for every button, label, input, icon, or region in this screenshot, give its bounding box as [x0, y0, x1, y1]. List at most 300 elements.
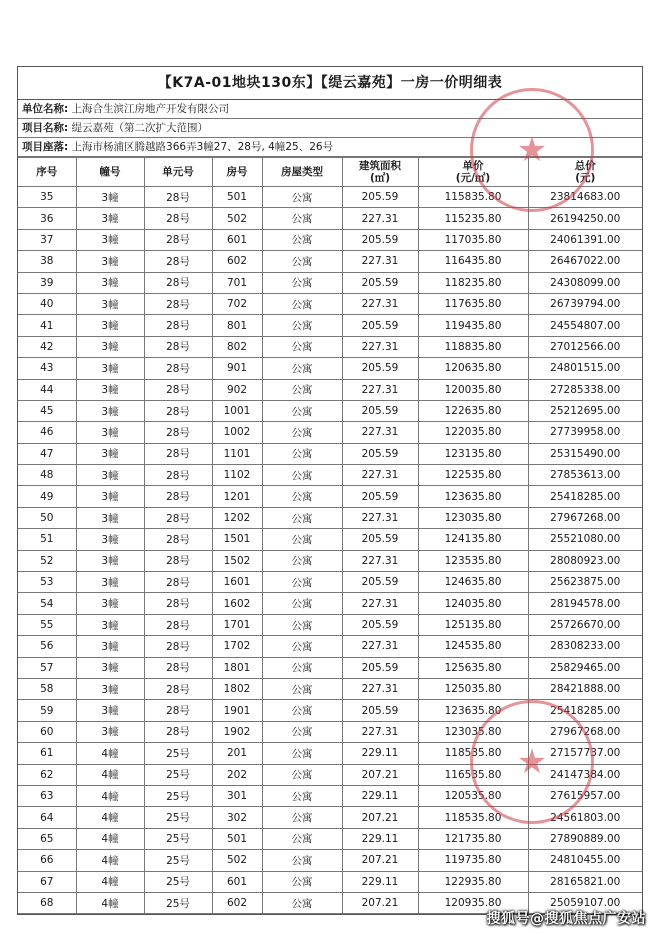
table-row	[18, 379, 642, 400]
table-cell: 46	[18, 422, 76, 443]
table-row	[18, 807, 642, 828]
table-row	[18, 336, 642, 357]
table-cell: 207.21	[342, 892, 418, 913]
table-cell: 24308099.00	[528, 272, 642, 293]
column-header	[418, 158, 528, 187]
table-cell: 28号	[144, 229, 212, 250]
table-row	[18, 208, 642, 229]
table-cell: 28号	[144, 251, 212, 272]
table-cell: 25号	[144, 743, 212, 764]
table-cell: 123135.80	[418, 443, 528, 464]
table-cell: 公寓	[262, 785, 342, 806]
table-cell: 120535.80	[418, 785, 528, 806]
table-cell: 28号	[144, 550, 212, 571]
table-cell: 26739794.00	[528, 293, 642, 314]
info-value: 上海合生滨江房地产开发有限公司	[71, 103, 230, 115]
table-cell: 28号	[144, 678, 212, 699]
table-cell: 39	[18, 272, 76, 293]
table-cell: 4幢	[76, 764, 144, 785]
table-cell: 42	[18, 336, 76, 357]
table-cell: 1601	[212, 572, 262, 593]
table-cell: 117635.80	[418, 293, 528, 314]
table-cell: 25418285.00	[528, 486, 642, 507]
price-list-sheet	[17, 66, 643, 915]
table-cell: 701	[212, 272, 262, 293]
table-cell: 1602	[212, 593, 262, 614]
table-cell: 207.21	[342, 807, 418, 828]
info-label: 项目座落:	[22, 141, 69, 153]
table-cell: 205.59	[342, 700, 418, 721]
table-cell: 59	[18, 700, 76, 721]
table-cell: 202	[212, 764, 262, 785]
table-cell: 25726670.00	[528, 614, 642, 635]
column-header-unit: (元/㎡)	[455, 172, 491, 184]
table-cell: 227.31	[342, 636, 418, 657]
table-row	[18, 572, 642, 593]
table-row	[18, 358, 642, 379]
table-cell: 1802	[212, 678, 262, 699]
table-cell: 28号	[144, 379, 212, 400]
table-cell: 119435.80	[418, 315, 528, 336]
table-cell: 28号	[144, 465, 212, 486]
table-cell: 公寓	[262, 871, 342, 892]
table-cell: 3幢	[76, 208, 144, 229]
table-cell: 公寓	[262, 636, 342, 657]
table-cell: 25418285.00	[528, 700, 642, 721]
column-header	[262, 158, 342, 187]
column-header-label: 单价	[462, 160, 484, 172]
table-cell: 公寓	[262, 721, 342, 742]
table-row	[18, 486, 642, 507]
table-cell: 25号	[144, 785, 212, 806]
table-cell: 3幢	[76, 529, 144, 550]
table-cell: 123535.80	[418, 550, 528, 571]
table-cell: 公寓	[262, 807, 342, 828]
table-cell: 1901	[212, 700, 262, 721]
table-cell: 125035.80	[418, 678, 528, 699]
table-cell: 227.31	[342, 550, 418, 571]
table-cell: 64	[18, 807, 76, 828]
table-cell: 28号	[144, 336, 212, 357]
table-cell: 27615957.00	[528, 785, 642, 806]
table-cell: 56	[18, 636, 76, 657]
table-cell: 60	[18, 721, 76, 742]
table-cell: 115835.80	[418, 187, 528, 208]
table-cell: 27967268.00	[528, 507, 642, 528]
document-title: 【K7A-01地块130东】【缇云嘉苑】一房一价明细表	[18, 67, 642, 100]
table-cell: 公寓	[262, 251, 342, 272]
table-cell: 26467022.00	[528, 251, 642, 272]
table-cell: 122635.80	[418, 400, 528, 421]
table-cell: 123635.80	[418, 486, 528, 507]
info-value: 缇云嘉苑（第二次扩大范围）	[71, 122, 209, 134]
table-cell: 38	[18, 251, 76, 272]
table-cell: 44	[18, 379, 76, 400]
table-cell: 68	[18, 892, 76, 913]
table-cell: 公寓	[262, 743, 342, 764]
table-cell: 205.59	[342, 572, 418, 593]
table-cell: 118535.80	[418, 743, 528, 764]
table-cell: 227.31	[342, 251, 418, 272]
table-cell: 公寓	[262, 422, 342, 443]
table-cell: 55	[18, 614, 76, 635]
table-cell: 501	[212, 187, 262, 208]
table-cell: 25623875.00	[528, 572, 642, 593]
table-cell: 502	[212, 850, 262, 871]
table-cell: 802	[212, 336, 262, 357]
column-header-label: 幢号	[99, 166, 121, 178]
column-header-unit: (元)	[575, 172, 596, 184]
table-cell: 120035.80	[418, 379, 528, 400]
table-cell: 227.31	[342, 422, 418, 443]
table-cell: 227.31	[342, 721, 418, 742]
table-cell: 229.11	[342, 785, 418, 806]
table-cell: 205.59	[342, 614, 418, 635]
info-label: 项目名称:	[22, 122, 69, 134]
table-cell: 124535.80	[418, 636, 528, 657]
table-cell: 公寓	[262, 764, 342, 785]
table-cell: 25315490.00	[528, 443, 642, 464]
table-cell: 公寓	[262, 379, 342, 400]
table-cell: 28号	[144, 507, 212, 528]
table-cell: 3幢	[76, 593, 144, 614]
table-cell: 66	[18, 850, 76, 871]
table-cell: 115235.80	[418, 208, 528, 229]
table-cell: 1902	[212, 721, 262, 742]
table-cell: 207.21	[342, 850, 418, 871]
table-cell: 24147384.00	[528, 764, 642, 785]
table-cell: 28080923.00	[528, 550, 642, 571]
table-row	[18, 850, 642, 871]
table-row	[18, 550, 642, 571]
table-cell: 公寓	[262, 465, 342, 486]
table-cell: 公寓	[262, 700, 342, 721]
price-table	[18, 157, 642, 914]
table-cell: 4幢	[76, 828, 144, 849]
table-cell: 121735.80	[418, 828, 528, 849]
table-cell: 公寓	[262, 272, 342, 293]
table-cell: 52	[18, 550, 76, 571]
table-cell: 25号	[144, 871, 212, 892]
table-cell: 1202	[212, 507, 262, 528]
project-info	[18, 100, 642, 157]
table-cell: 124135.80	[418, 529, 528, 550]
table-cell: 50	[18, 507, 76, 528]
table-cell: 28号	[144, 187, 212, 208]
table-cell: 27853613.00	[528, 465, 642, 486]
table-cell: 53	[18, 572, 76, 593]
table-cell: 35	[18, 187, 76, 208]
table-cell: 116435.80	[418, 251, 528, 272]
table-cell: 54	[18, 593, 76, 614]
table-cell: 227.31	[342, 507, 418, 528]
table-cell: 229.11	[342, 871, 418, 892]
table-cell: 205.59	[342, 529, 418, 550]
table-cell: 3幢	[76, 251, 144, 272]
table-cell: 122535.80	[418, 465, 528, 486]
table-cell: 205.59	[342, 657, 418, 678]
table-cell: 48	[18, 465, 76, 486]
table-cell: 25号	[144, 828, 212, 849]
column-header	[528, 158, 642, 187]
table-cell: 28号	[144, 700, 212, 721]
table-row	[18, 507, 642, 528]
table-row	[18, 657, 642, 678]
table-cell: 36	[18, 208, 76, 229]
table-cell: 502	[212, 208, 262, 229]
table-cell: 116535.80	[418, 764, 528, 785]
table-cell: 公寓	[262, 892, 342, 913]
table-cell: 4幢	[76, 807, 144, 828]
table-cell: 67	[18, 871, 76, 892]
table-cell: 1102	[212, 465, 262, 486]
table-cell: 28号	[144, 636, 212, 657]
table-cell: 45	[18, 400, 76, 421]
table-cell: 3幢	[76, 614, 144, 635]
table-cell: 公寓	[262, 657, 342, 678]
column-header-label: 序号	[36, 166, 58, 178]
table-row	[18, 764, 642, 785]
column-header-label: 单元号	[162, 166, 194, 178]
table-cell: 120935.80	[418, 892, 528, 913]
table-cell: 227.31	[342, 678, 418, 699]
column-header	[18, 158, 76, 187]
table-cell: 28号	[144, 657, 212, 678]
table-cell: 3幢	[76, 400, 144, 421]
table-cell: 3幢	[76, 272, 144, 293]
seal-star-icon: ★	[516, 130, 548, 170]
table-cell: 501	[212, 828, 262, 849]
table-cell: 公寓	[262, 315, 342, 336]
table-row	[18, 315, 642, 336]
table-cell: 公寓	[262, 572, 342, 593]
table-cell: 58	[18, 678, 76, 699]
info-value: 上海市杨浦区腾越路366弄3幢27、28号, 4幢25、26号	[71, 141, 334, 153]
info-line	[18, 119, 642, 138]
column-header-unit: (㎡)	[369, 172, 391, 184]
table-cell: 3幢	[76, 700, 144, 721]
table-cell: 25212695.00	[528, 400, 642, 421]
table-cell: 40	[18, 293, 76, 314]
info-label: 单位名称:	[22, 103, 69, 115]
table-cell: 118835.80	[418, 336, 528, 357]
table-cell: 公寓	[262, 614, 342, 635]
table-cell: 3幢	[76, 315, 144, 336]
table-cell: 24801515.00	[528, 358, 642, 379]
table-cell: 61	[18, 743, 76, 764]
table-cell: 602	[212, 892, 262, 913]
table-row	[18, 828, 642, 849]
table-cell: 122935.80	[418, 871, 528, 892]
table-cell: 28号	[144, 721, 212, 742]
seal-star-icon: ★	[516, 742, 548, 782]
table-cell: 601	[212, 229, 262, 250]
table-cell: 28号	[144, 293, 212, 314]
table-body	[18, 187, 642, 914]
table-cell: 25059107.00	[528, 892, 642, 913]
info-line	[18, 138, 642, 157]
table-cell: 3幢	[76, 422, 144, 443]
table-cell: 1502	[212, 550, 262, 571]
table-cell: 28号	[144, 486, 212, 507]
table-cell: 205.59	[342, 358, 418, 379]
table-cell: 公寓	[262, 187, 342, 208]
table-cell: 24561803.00	[528, 807, 642, 828]
table-cell: 公寓	[262, 400, 342, 421]
table-cell: 24554807.00	[528, 315, 642, 336]
table-cell: 28号	[144, 272, 212, 293]
table-cell: 28号	[144, 529, 212, 550]
table-cell: 227.31	[342, 293, 418, 314]
table-cell: 公寓	[262, 529, 342, 550]
table-cell: 4幢	[76, 892, 144, 913]
table-cell: 62	[18, 764, 76, 785]
table-cell: 公寓	[262, 336, 342, 357]
table-cell: 25号	[144, 764, 212, 785]
table-row	[18, 443, 642, 464]
table-cell: 23814683.00	[528, 187, 642, 208]
table-cell: 120635.80	[418, 358, 528, 379]
table-cell: 3幢	[76, 379, 144, 400]
table-cell: 227.31	[342, 593, 418, 614]
table-cell: 25号	[144, 892, 212, 913]
table-cell: 公寓	[262, 678, 342, 699]
table-cell: 57	[18, 657, 76, 678]
table-row	[18, 272, 642, 293]
source-watermark: 搜狐号@搜狐焦点广安站	[486, 911, 646, 927]
table-cell: 1701	[212, 614, 262, 635]
table-cell: 公寓	[262, 507, 342, 528]
table-cell: 117035.80	[418, 229, 528, 250]
table-cell: 28号	[144, 422, 212, 443]
table-cell: 3幢	[76, 486, 144, 507]
table-cell: 901	[212, 358, 262, 379]
table-cell: 125635.80	[418, 657, 528, 678]
table-cell: 601	[212, 871, 262, 892]
table-cell: 24810455.00	[528, 850, 642, 871]
column-header-label: 总价	[574, 160, 596, 172]
table-cell: 4幢	[76, 785, 144, 806]
table-cell: 26194250.00	[528, 208, 642, 229]
table-cell: 205.59	[342, 443, 418, 464]
table-cell: 37	[18, 229, 76, 250]
column-header-label: 房屋类型	[281, 166, 323, 178]
table-cell: 227.31	[342, 336, 418, 357]
table-cell: 4幢	[76, 871, 144, 892]
table-row	[18, 593, 642, 614]
table-cell: 51	[18, 529, 76, 550]
column-header	[212, 158, 262, 187]
table-cell: 205.59	[342, 272, 418, 293]
table-cell: 227.31	[342, 208, 418, 229]
table-cell: 65	[18, 828, 76, 849]
table-row	[18, 743, 642, 764]
table-cell: 118235.80	[418, 272, 528, 293]
table-cell: 801	[212, 315, 262, 336]
table-cell: 602	[212, 251, 262, 272]
table-cell: 205.59	[342, 486, 418, 507]
table-cell: 118535.80	[418, 807, 528, 828]
table-cell: 119735.80	[418, 850, 528, 871]
table-cell: 47	[18, 443, 76, 464]
table-cell: 125135.80	[418, 614, 528, 635]
table-cell: 902	[212, 379, 262, 400]
table-cell: 1201	[212, 486, 262, 507]
table-row	[18, 251, 642, 272]
table-row	[18, 400, 642, 421]
table-cell: 28421888.00	[528, 678, 642, 699]
table-cell: 28号	[144, 593, 212, 614]
table-cell: 25521080.00	[528, 529, 642, 550]
table-cell: 3幢	[76, 507, 144, 528]
table-cell: 25号	[144, 850, 212, 871]
table-row	[18, 678, 642, 699]
table-row	[18, 700, 642, 721]
table-cell: 4幢	[76, 850, 144, 871]
table-cell: 公寓	[262, 208, 342, 229]
table-cell: 公寓	[262, 593, 342, 614]
table-cell: 27012566.00	[528, 336, 642, 357]
table-cell: 124035.80	[418, 593, 528, 614]
table-cell: 3幢	[76, 443, 144, 464]
table-cell: 3幢	[76, 657, 144, 678]
table-cell: 63	[18, 785, 76, 806]
table-row	[18, 187, 642, 208]
table-cell: 公寓	[262, 293, 342, 314]
table-cell: 207.21	[342, 764, 418, 785]
table-cell: 28号	[144, 208, 212, 229]
table-cell: 1101	[212, 443, 262, 464]
table-cell: 301	[212, 785, 262, 806]
table-cell: 49	[18, 486, 76, 507]
table-cell: 123035.80	[418, 507, 528, 528]
table-row	[18, 785, 642, 806]
table-cell: 27157737.00	[528, 743, 642, 764]
table-cell: 3幢	[76, 465, 144, 486]
table-cell: 229.11	[342, 743, 418, 764]
column-header-label: 建筑面积	[359, 160, 401, 172]
table-cell: 28号	[144, 400, 212, 421]
table-cell: 28194578.00	[528, 593, 642, 614]
table-cell: 3幢	[76, 636, 144, 657]
table-cell: 公寓	[262, 358, 342, 379]
info-line	[18, 100, 642, 119]
table-cell: 公寓	[262, 486, 342, 507]
table-cell: 1501	[212, 529, 262, 550]
table-cell: 3幢	[76, 550, 144, 571]
table-cell: 28号	[144, 614, 212, 635]
table-cell: 28165821.00	[528, 871, 642, 892]
table-cell: 1002	[212, 422, 262, 443]
table-row	[18, 465, 642, 486]
column-header	[144, 158, 212, 187]
column-header	[342, 158, 418, 187]
table-cell: 28号	[144, 315, 212, 336]
table-cell: 43	[18, 358, 76, 379]
table-cell: 4幢	[76, 743, 144, 764]
table-row	[18, 636, 642, 657]
table-cell: 27967268.00	[528, 721, 642, 742]
table-cell: 205.59	[342, 229, 418, 250]
table-cell: 28号	[144, 443, 212, 464]
table-cell: 3幢	[76, 678, 144, 699]
table-cell: 27285338.00	[528, 379, 642, 400]
table-cell: 3幢	[76, 229, 144, 250]
table-cell: 公寓	[262, 850, 342, 871]
table-cell: 1801	[212, 657, 262, 678]
column-header-label: 房号	[226, 166, 248, 178]
table-cell: 25829465.00	[528, 657, 642, 678]
